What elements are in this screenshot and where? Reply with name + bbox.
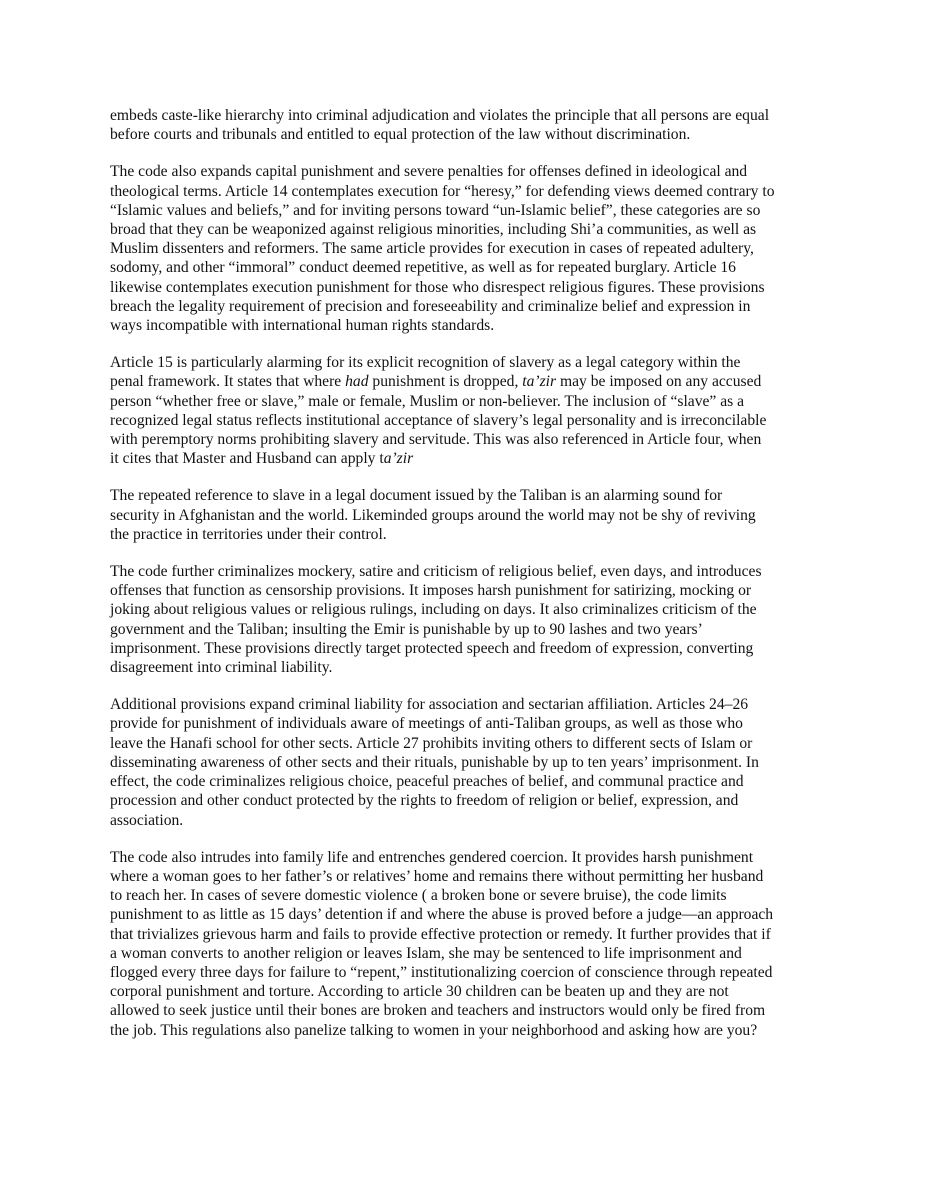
text-segment: allowed to seek justice until their bones are broken and teachers and instructors would only be fired from: [110, 1002, 766, 1020]
text-segment: broad that they can be weaponized against religious minorities, including Shi’a communities, as well as: [110, 221, 757, 239]
text-line: [110, 239, 870, 258]
text-segment: it cites that Master and Husband can apply t: [110, 450, 384, 468]
text-segment: association.: [110, 811, 184, 829]
text-line: [110, 753, 870, 772]
text-line: [110, 486, 870, 505]
text-segment: that trivializes grievous harm and fails to provide effective protection or remedy. It further provides that if: [110, 925, 771, 943]
italic-term: a’zir: [383, 450, 414, 468]
text-line: [110, 562, 870, 581]
text-line: [110, 162, 870, 181]
text-line: [110, 963, 870, 982]
text-segment: before courts and tribunals and entitled to equal protection of the law without discrimination.: [110, 126, 691, 144]
text-line: [110, 581, 870, 600]
text-line: [110, 506, 870, 525]
text-segment: The repeated reference to slave in a legal document issued by the Taliban is an alarming sound for: [110, 487, 723, 505]
text-segment: effect, the code criminalizes religious choice, peaceful preaches of belief, and communal practice and: [110, 773, 744, 791]
text-segment: where a woman goes to her father’s or relatives’ home and remains there without permitting her husband: [110, 867, 764, 885]
text-segment: sodomy, and other “immoral” conduct deemed repetitive, as well as for repeated burglary. Article 16: [110, 259, 736, 277]
text-line: [110, 220, 870, 239]
paragraph: [110, 848, 870, 1040]
text-line: [110, 392, 870, 411]
text-line: [110, 258, 870, 277]
italic-term: ta’zir: [522, 373, 557, 391]
text-line: [110, 430, 870, 449]
text-line: [110, 925, 870, 944]
text-segment: imprisonment. These provisions directly target protected speech and freedom of expression, converting: [110, 639, 754, 657]
text-segment: ways incompatible with international human rights standards.: [110, 317, 495, 335]
paragraph: [110, 695, 870, 829]
text-line: [110, 372, 870, 391]
italic-term: had: [345, 373, 369, 391]
text-segment: theological terms. Article 14 contemplates execution for “heresy,” for defending views deemed contrary to: [110, 182, 775, 200]
text-line: [110, 695, 870, 714]
text-line: [110, 1021, 870, 1040]
text-segment: corporal punishment and torture. According to article 30 children can be beaten up and they are not: [110, 983, 729, 1001]
text-line: [110, 525, 870, 544]
paragraph: [110, 353, 870, 468]
text-segment: offenses that function as censorship provisions. It imposes harsh punishment for satirizing, mocking or: [110, 582, 752, 600]
text-line: [110, 848, 870, 867]
text-line: [110, 106, 870, 125]
text-segment: leave the Hanafi school for other sects. Article 27 prohibits inviting others to different sects of Islam or: [110, 734, 753, 752]
text-line: [110, 600, 870, 619]
text-line: [110, 411, 870, 430]
text-segment: disseminating awareness of other sects and their rituals, punishable by up to ten years’ imprisonment. In: [110, 753, 759, 771]
text-line: [110, 714, 870, 733]
text-line: [110, 734, 870, 753]
text-line: [110, 297, 870, 316]
text-line: [110, 620, 870, 639]
text-line: [110, 867, 870, 886]
document-page: [110, 106, 870, 1058]
text-segment: disagreement into criminal liability.: [110, 659, 333, 677]
paragraph: [110, 486, 870, 544]
text-segment: breach the legality requirement of precision and foreseeability and criminalize belief and expression in: [110, 297, 751, 315]
text-segment: Muslim dissenters and reformers. The same article provides for execution in cases of repeated adultery,: [110, 240, 754, 258]
text-segment: The code further criminalizes mockery, satire and criticism of religious belief, even days, and introduces: [110, 563, 762, 581]
text-segment: may be imposed on any accused: [556, 373, 762, 391]
text-segment: Article 15 is particularly alarming for its explicit recognition of slavery as a legal category within the: [110, 354, 741, 372]
text-segment: likewise contemplates execution punishment for those who disrespect religious figures. These provisions: [110, 278, 765, 296]
text-segment: procession and other conduct protected by the rights to freedom of religion or belief, expression, and: [110, 792, 739, 810]
text-segment: punishment to as little as 15 days’ detention if and where the abuse is proved before a judge—an approach: [110, 906, 774, 924]
paragraph: [110, 562, 870, 677]
text-segment: penal framework. It states that where: [110, 373, 346, 391]
text-line: [110, 316, 870, 335]
text-segment: recognized legal status reflects institutional acceptance of slavery’s legal personality and is irreconcilable: [110, 411, 767, 429]
text-segment: Additional provisions expand criminal liability for association and sectarian affiliation. Articles 24–26: [110, 696, 749, 714]
text-segment: “Islamic values and beliefs,” and for inviting persons toward “un-Islamic belief”, these categories are so: [110, 201, 761, 219]
text-line: [110, 658, 870, 677]
text-segment: flogged every three days for failure to “repent,” institutionalizing coercion of conscience through repeated: [110, 963, 773, 981]
paragraph: [110, 162, 870, 335]
text-line: [110, 353, 870, 372]
text-segment: the practice in territories under their control.: [110, 525, 387, 543]
text-segment: joking about religious values or religious rulings, including on days. It also criminalizes criticism of the: [110, 601, 757, 619]
text-line: [110, 1001, 870, 1020]
text-segment: to reach her. In cases of severe domestic violence ( a broken bone or severe bruise), the code limits: [110, 887, 727, 905]
text-segment: punishment is dropped,: [368, 373, 523, 391]
text-segment: the job. This regulations also panelize talking to women in your neighborhood and asking how are you?: [110, 1021, 758, 1039]
text-segment: The code also expands capital punishment and severe penalties for offenses defined in ideological and: [110, 163, 748, 181]
text-segment: with peremptory norms prohibiting slavery and servitude. This was also referenced in Article four, when: [110, 431, 762, 449]
text-line: [110, 886, 870, 905]
text-segment: provide for punishment of individuals aware of meetings of anti-Taliban groups, as well as those who: [110, 715, 743, 733]
text-segment: a woman converts to another religion or leaves Islam, she may be sentenced to life imprisonment and: [110, 944, 742, 962]
text-segment: The code also intrudes into family life and entrenches gendered coercion. It provides harsh punishment: [110, 848, 754, 866]
text-line: [110, 639, 870, 658]
text-line: [110, 811, 870, 830]
text-line: [110, 905, 870, 924]
text-segment: government and the Taliban; insulting the Emir is punishable by up to 90 lashes and two years’: [110, 620, 703, 638]
text-line: [110, 201, 870, 220]
text-line: [110, 982, 870, 1001]
text-line: [110, 182, 870, 201]
paragraph: [110, 106, 870, 144]
text-segment: security in Afghanistan and the world. Likeminded groups around the world may not be shy of reviving: [110, 506, 756, 524]
text-line: [110, 791, 870, 810]
text-line: [110, 772, 870, 791]
text-line: [110, 278, 870, 297]
text-segment: embeds caste-like hierarchy into criminal adjudication and violates the principle that all persons are equal: [110, 107, 770, 124]
text-line: [110, 944, 870, 963]
text-line: [110, 125, 870, 144]
text-line: [110, 449, 870, 468]
text-segment: person “whether free or slave,” male or female, Muslim or non-believer. The inclusion of “slave” as a: [110, 392, 745, 410]
